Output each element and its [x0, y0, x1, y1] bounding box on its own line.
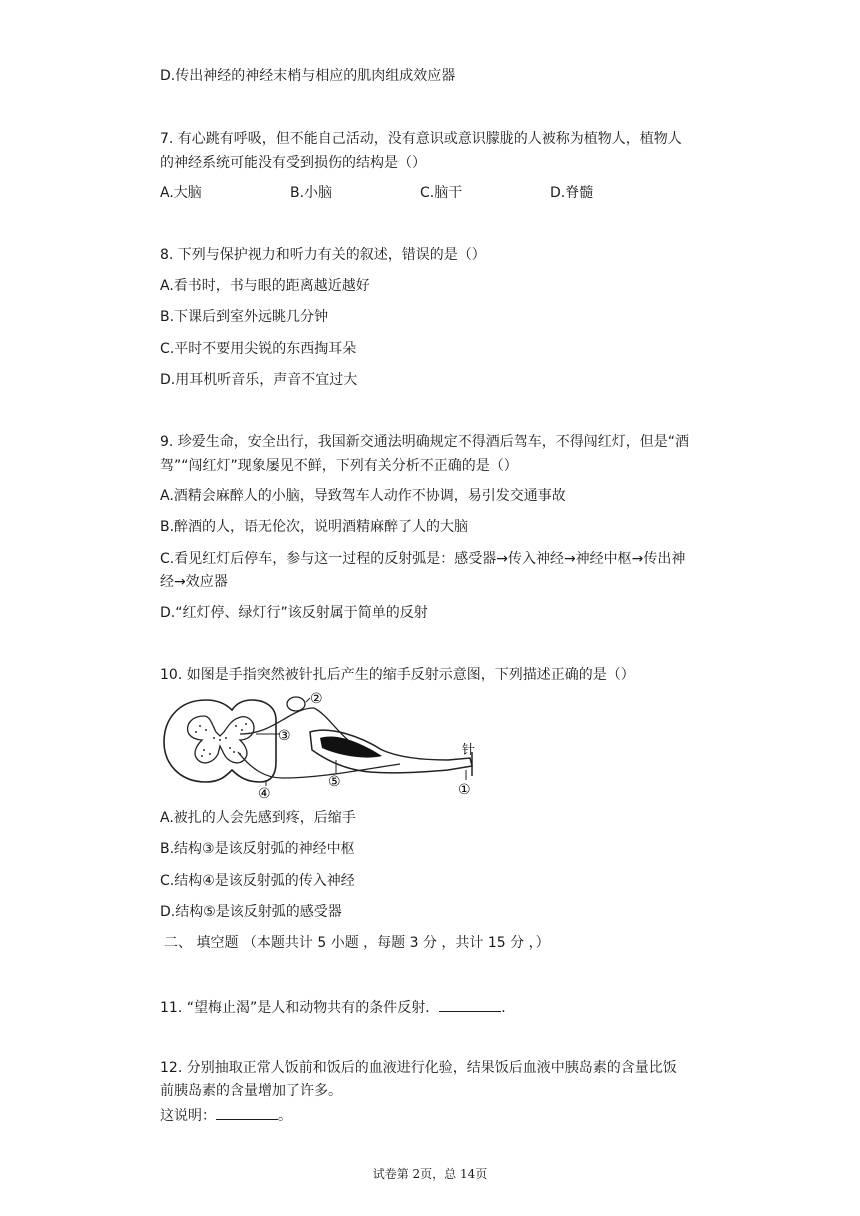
q11-stem-text: 11. “望梅止渴”是人和动物共有的条件反射． [160, 1000, 440, 1016]
q8-option-c: C.平时不要用尖锐的东西掏耳朵 [160, 341, 357, 357]
q8-option-b: B.下课后到室外远眺几分钟 [160, 309, 329, 325]
q7-stem-line-2: 的神经系统可能没有受到损伤的结构是（） [160, 155, 426, 171]
q7-stem-line-1: 7. 有心跳有呼吸，但不能自己活动，没有意识或意识朦胧的人被称为植物人，植物人 [160, 131, 682, 147]
q12-answer-blank[interactable] [216, 1105, 278, 1120]
q8-option-d: D.用耳机听音乐，声音不宜过大 [160, 372, 358, 388]
nerve-to-muscle [314, 708, 348, 740]
q6-option-d: D.传出神经的神经末梢与相应的肌肉组成效应器 [160, 68, 456, 84]
q10-stem: 10. 如图是手指突然被针扎后产生的缩手反射示意图，下列描述正确的是（） [160, 667, 635, 683]
label-4: ④ [258, 786, 271, 800]
q7-option-d: D.脊髓 [550, 185, 594, 201]
section-heading-fill-blank: 二、 填空题 （本题共计 5 小题 ，每题 3 分 ，共计 15 分 ，） [164, 935, 550, 951]
muscle [320, 737, 382, 758]
q12-stem-line-1: 12. 分别抽取正常人饭前和饭后的血液进行化验，结果饭后血液中胰岛素的含量比饭 [160, 1060, 677, 1076]
q12-prompt: 这说明： [160, 1108, 216, 1124]
reflex-arc-diagram [160, 690, 490, 800]
q10-option-a: A.被扎的人会先感到疼，后缩手 [160, 810, 356, 826]
q9-option-d: D.“红灯停、绿灯行”该反射属于简单的反射 [160, 605, 428, 621]
q10-option-c: C.结构④是该反射弧的传入神经 [160, 873, 355, 889]
q11-stem-end: ． [501, 1000, 516, 1016]
q9-stem-line-1: 9. 珍爱生命，安全出行，我国新交通法明确规定不得酒后驾车，不得闯红灯，但是“酒 [160, 434, 690, 450]
q9-option-c-line-1: C.看见红灯后停车，参与这一过程的反射弧是：感受器→传入神经→神经中枢→传出神 [160, 551, 686, 567]
q10-option-b: B.结构③是该反射弧的神经中枢 [160, 841, 355, 857]
q8-option-a: A.看书时，书与眼的距离越近越好 [160, 278, 370, 294]
q9-option-a: A.酒精会麻醉人的小脑，导致驾车人动作不协调，易引发交通事故 [160, 488, 566, 504]
label-1: ① [458, 782, 471, 798]
q7-option-c: C.脑干 [420, 185, 463, 201]
needle-label: 针 [462, 743, 476, 758]
label-3: ③ [278, 728, 291, 744]
ganglion [287, 697, 305, 711]
q8-stem: 8. 下列与保护视力和听力有关的叙述，错误的是（） [160, 247, 486, 263]
q10-option-d: D.结构⑤是该反射弧的感受器 [160, 904, 342, 920]
label-5: ⑤ [328, 774, 341, 790]
q9-option-c-line-2: 经→效应器 [160, 574, 228, 590]
q12-stem-line-3 [160, 1105, 292, 1125]
q11-stem [160, 997, 515, 1017]
q12-stem-end: 。 [278, 1108, 292, 1124]
q11-answer-blank[interactable] [439, 997, 501, 1012]
q7-option-b: B.小脑 [290, 185, 333, 201]
q9-stem-line-2: 驾”“闯红灯”现象屡见不鲜，下列有关分析不正确的是（） [160, 458, 518, 474]
q7-option-a: A.大脑 [160, 185, 202, 201]
page-footer: 试卷第 2页，总 14页 [372, 1167, 488, 1181]
q9-option-b: B.醉酒的人，语无伦次，说明酒精麻醉了人的大脑 [160, 519, 469, 535]
q12-stem-line-2: 前胰岛素的含量增加了许多。 [160, 1083, 342, 1099]
label-2: ② [310, 691, 323, 707]
